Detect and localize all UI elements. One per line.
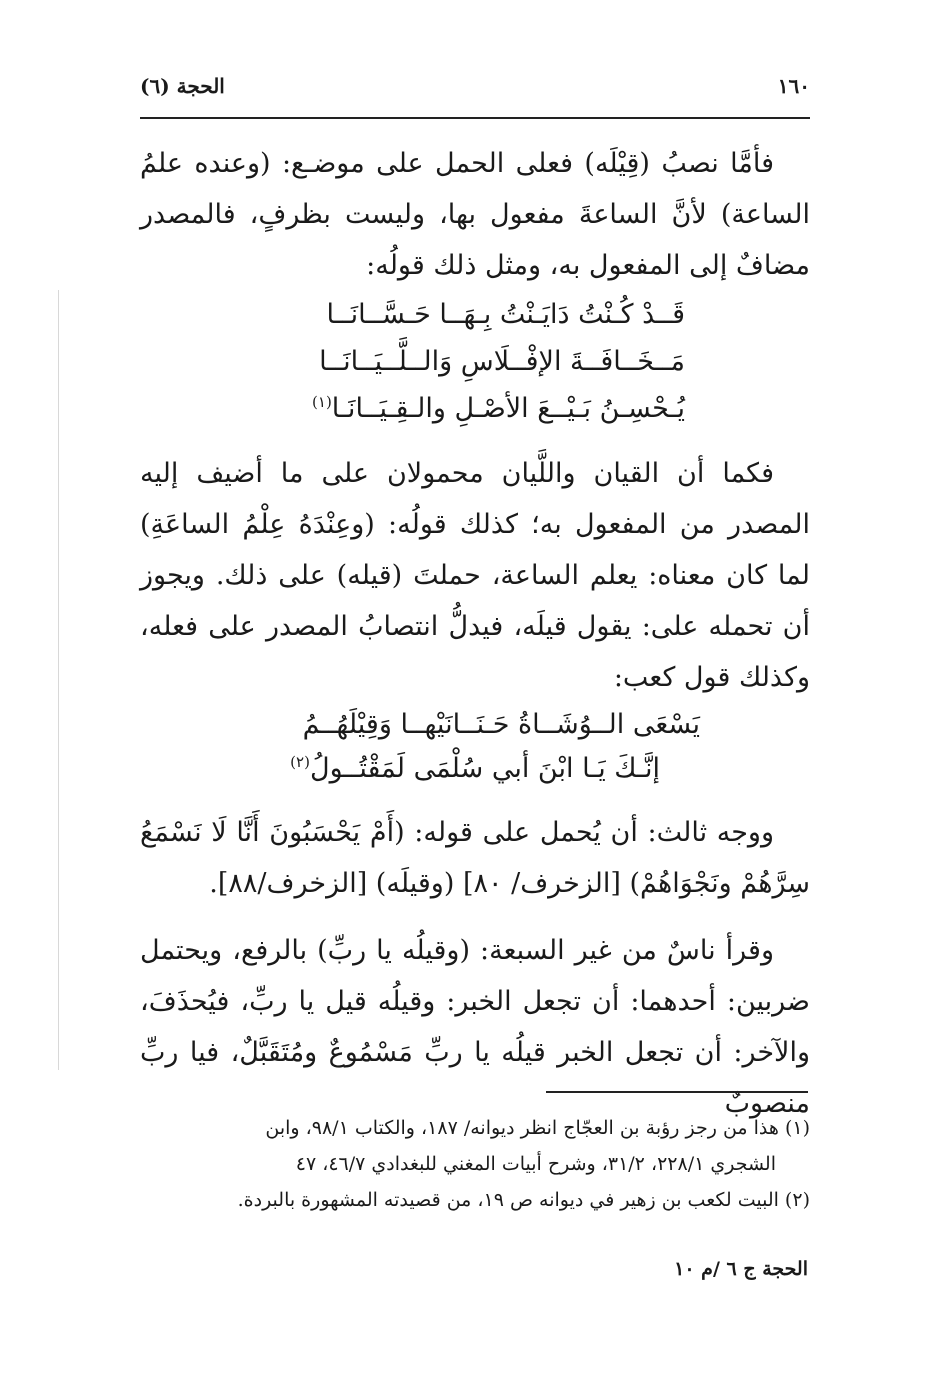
verse2-line-1: يَسْعَى الــوُشَــاةُ حَـنَــانَيْهــا وَقِيْلَهُــمُ [302, 709, 700, 740]
paragraph-2: فكما أن القيان واللَّيان محمولان على ما أضيف إليه المصدر من المفعول به؛ كذلك قولُه: (وعِنْدَهُ عِلْمُ الساعَةِ) لما كان معناه: يعلم الساعة، حملتَ (قيله) على ذلك. ويجوز أن تحمله على: يقول قيلَه، فيدلُّ انتصابُ المصدر على فعله، وكذلك قول كعب: [140, 458, 810, 693]
header-rule [140, 117, 810, 119]
page-number: ١٦٠ [777, 74, 810, 98]
spacer [140, 791, 810, 807]
verse2-line-2 [140, 747, 700, 791]
spacer [140, 432, 810, 448]
running-title: الحجة (٦) [140, 74, 225, 98]
verse-block-2 [140, 703, 810, 791]
verse2-line-2-text: إنَّـكَ يَـا ابْنَ أبي سُلْمَى لَمَقْتُــولُ [309, 753, 660, 784]
verse-block-1 [265, 291, 685, 432]
signature-mark: الحجة ج ٦ /م ١٠ [674, 1258, 808, 1280]
spacer [140, 909, 810, 925]
verse-line-3-text: يُـحْسِـنُ بَـيْــعَ الأصْـلِ والـقِـيَــانَـا [331, 393, 685, 424]
footnote-marker-2: (٢) [290, 753, 310, 771]
main-text [140, 138, 810, 1129]
running-header [140, 68, 810, 108]
footnote-1-line-2: الشجري ٢٢٨/١، ٣١/٢، وشرح أبيات المغني للبغدادي ٤٦/٧، ٤٧ [295, 1153, 776, 1175]
verse-line-1: قَــدْ كُـنْتُ دَايَـنْتُ بِـهَــا حَـسَّــانَــا [326, 299, 685, 330]
footnote-1-line-1: (١) هذا من رجز رؤبة بن العجّاج انظر ديوانه/ ١٨٧، والكتاب ٩٨/١، وابن [265, 1117, 810, 1139]
footnote-marker-1: (١) [312, 393, 332, 411]
footnotes [140, 1110, 810, 1218]
footnote-rule [546, 1091, 808, 1093]
scan-margin-line [58, 290, 59, 1070]
paragraph-4: وقرأ ناسٌ من غير السبعة: (وقيلُه يا ربِّ) بالرفع، ويحتمل ضربين: أحدهما: أن تجعل الخبر: وقيلُه قيل يا ربِّ، فيُحذَفَ، والآخر: أن تجعل الخبر قيلُه يا ربِّ مَسْمُوعٌ ومُتَقَبَّلٌ، فيا ربِّ منصوبٌ [140, 935, 810, 1119]
verse-line-2: مَــخَــافَــةَ الإفْــلَاسِ وَالــلَّــيَــانَــا [319, 346, 685, 377]
verse-line-3 [265, 385, 685, 432]
paragraph-1: فأمَّا نصبُ (قِيْلَه) فعلى الحمل على موضـع: (وعنده علمُ الساعة) لأنَّ الساعةَ مفعول بها، وليست بظرفٍ، فالمصدر مضافٌ إلى المفعول به، ومثل ذلك قولُه: [140, 148, 810, 281]
paragraph-3: ووجه ثالث: أن يُحمل على قوله: (أَمْ يَحْسَبُونَ أَنَّا لَا نَسْمَعُ سِرَّهُمْ ونَجْوَاهُمْ) [الزخرف/ ٨٠] (وقيلَه) [الزخرف/٨٨]. [140, 817, 810, 899]
footnote-2: (٢) البيت لكعب بن زهير في ديوانه ص ١٩، من قصيدته المشهورة بالبردة. [237, 1189, 810, 1211]
